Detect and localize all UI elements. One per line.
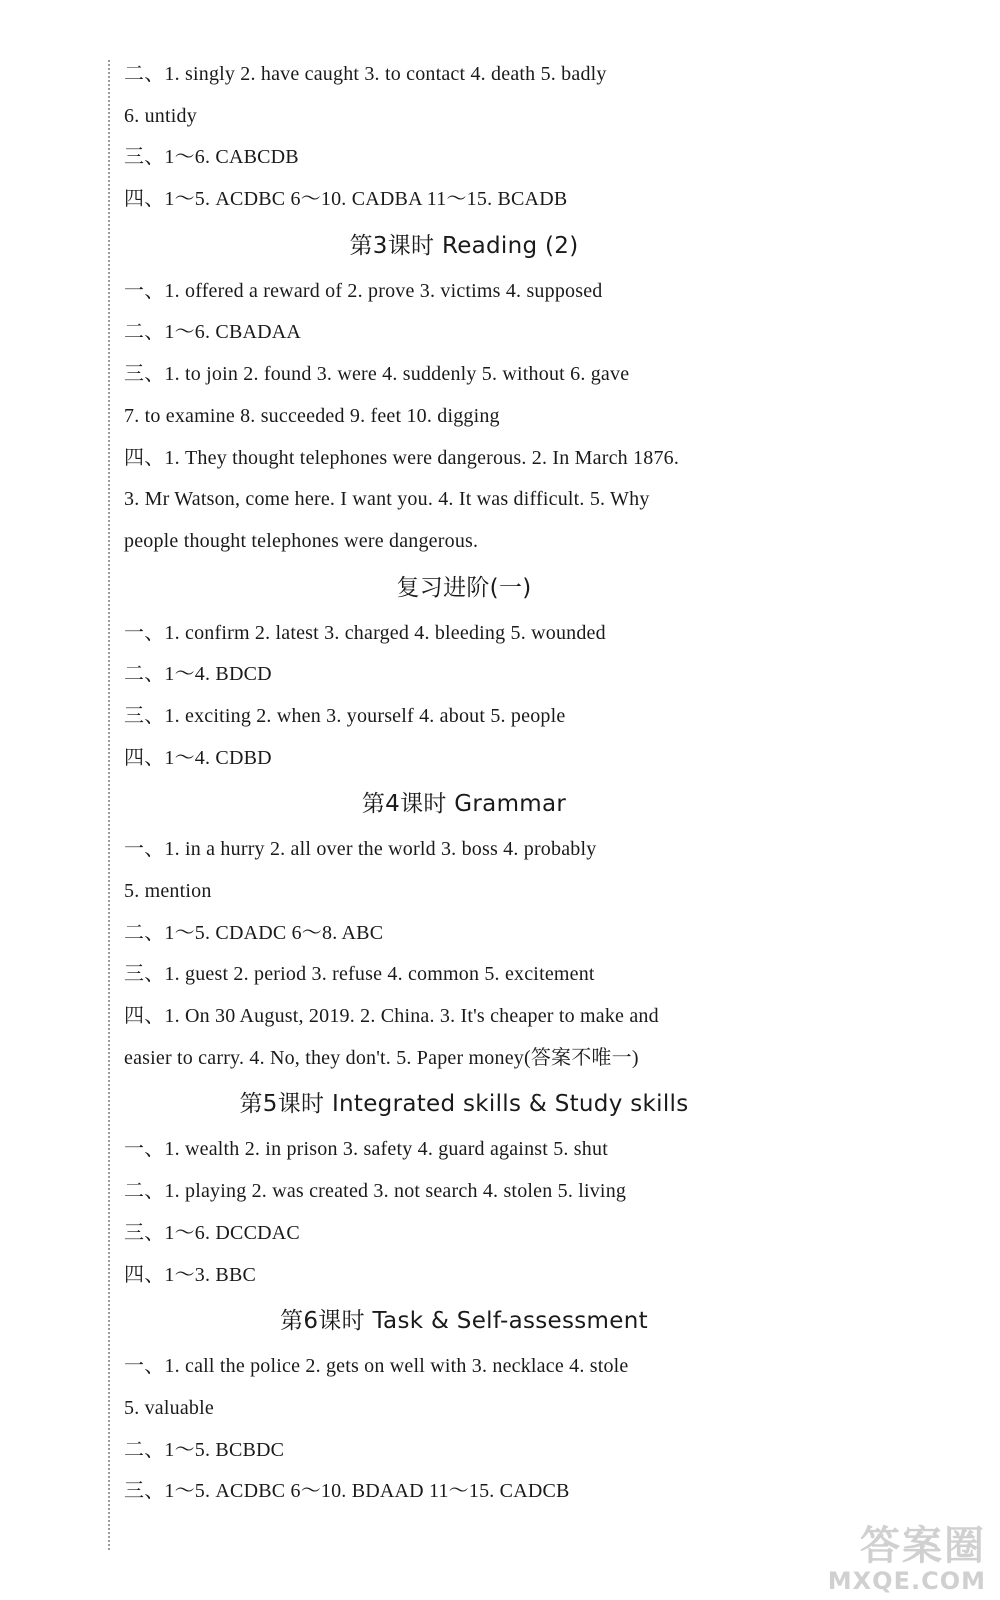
site-watermark — [828, 1524, 986, 1594]
answer-line: 6. untidy — [124, 104, 197, 127]
answer-line: 四、1. On 30 August, 2019. 2. China. 3. It's cheaper to make and — [124, 1005, 659, 1028]
section-heading: 第4课时 Grammar — [361, 791, 567, 818]
answer-line: people thought telephones were dangerous. — [124, 529, 479, 552]
answer-line: 二、1～6. CBADAA — [124, 321, 302, 344]
watermark-logo-text: 答案圈 — [860, 1523, 986, 1569]
section-heading: 第5课时 Integrated skills & Study skills — [239, 1091, 689, 1118]
watermark-url: MXQE.COM — [827, 1567, 986, 1595]
answer-line: 一、1. call the police 2. gets on well with 3. necklace 4. stole — [124, 1355, 629, 1378]
answer-line: 三、1～6. CABCDB — [124, 146, 299, 169]
answer-line: 一、1. wealth 2. in prison 3. safety 4. guard against 5. shut — [124, 1138, 608, 1161]
answer-line: easier to carry. 4. No, they don't. 5. Paper money(答案不唯一) — [124, 1046, 639, 1069]
answer-line: 一、1. confirm 2. latest 3. charged 4. bleeding 5. wounded — [124, 621, 606, 644]
answer-line: 二、1～4. BDCD — [124, 663, 272, 686]
binding-margin-line — [108, 60, 110, 1550]
answer-line: 一、1. offered a reward of 2. prove 3. victims 4. supposed — [124, 279, 603, 302]
section-heading: 复习进阶(一) — [396, 574, 532, 601]
answer-line: 四、1～4. CDBD — [124, 746, 272, 769]
section-heading: 第3课时 Reading (2) — [349, 232, 579, 259]
answer-line: 二、1～5. BCBDC — [124, 1438, 285, 1461]
answer-line: 四、1～3. BBC — [124, 1263, 257, 1286]
answer-line: 二、1～5. CDADC 6～8. ABC — [124, 921, 384, 944]
answer-line: 三、1. guest 2. period 3. refuse 4. common 5. excitement — [124, 963, 595, 986]
answer-line: 7. to examine 8. succeeded 9. feet 10. digging — [124, 404, 500, 427]
answer-line: 5. valuable — [124, 1396, 214, 1419]
answer-line: 四、1～5. ACDBC 6～10. CADBA 11～15. BCADB — [124, 188, 568, 211]
answer-line: 二、1. singly 2. have caught 3. to contact 4. death 5. badly — [124, 63, 607, 85]
answer-line: 一、1. in a hurry 2. all over the world 3. boss 4. probably — [124, 838, 597, 861]
answer-line: 三、1. to join 2. found 3. were 4. suddenly 5. without 6. gave — [124, 363, 630, 386]
answer-line: 四、1. They thought telephones were dangerous. 2. In March 1876. — [124, 446, 680, 469]
answer-key-content — [124, 54, 804, 1513]
answer-line: 5. mention — [124, 880, 212, 902]
answer-line: 三、1. exciting 2. when 3. yourself 4. about 5. people — [124, 704, 566, 727]
answer-line: 三、1～6. DCCDAC — [124, 1221, 300, 1244]
answer-line: 二、1. playing 2. was created 3. not search 4. stolen 5. living — [124, 1180, 627, 1203]
answer-line: 三、1～5. ACDBC 6～10. BDAAD 11～15. CADCB — [124, 1480, 570, 1503]
answer-line: 3. Mr Watson, come here. I want you. 4. It was difficult. 5. Why — [124, 488, 650, 511]
section-heading: 第6课时 Task & Self-assessment — [280, 1308, 648, 1335]
